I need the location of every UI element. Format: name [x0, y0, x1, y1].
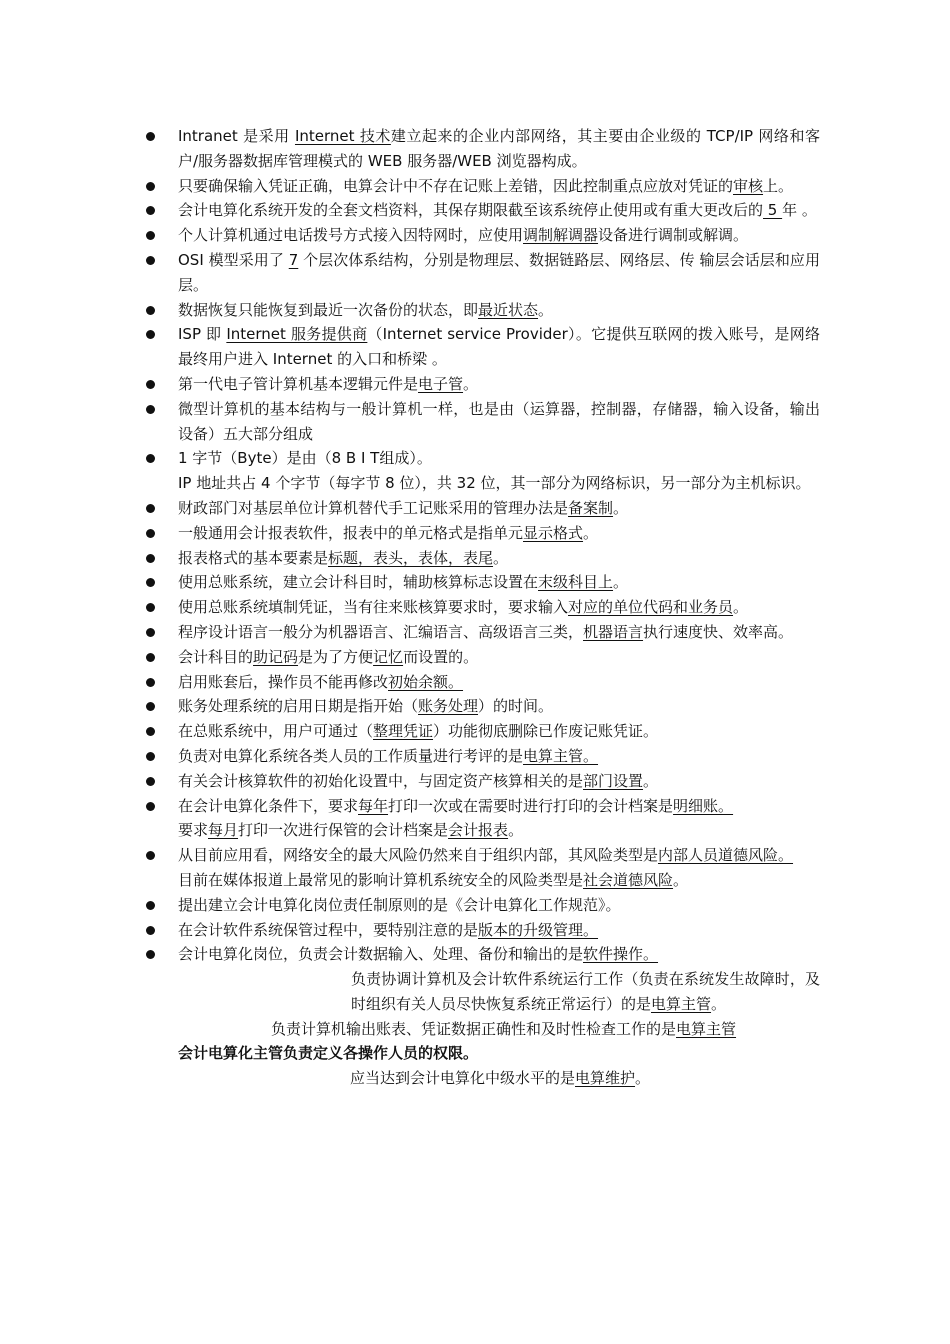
list-item — [140, 620, 820, 645]
text-run: 程序设计语言一般分为机器语言、汇编语言、高级语言三类， — [178, 622, 584, 641]
text-run: 是为了方便 — [298, 647, 374, 666]
text-run: 报表格式的基本要素是 — [178, 548, 329, 567]
text-run: 。 — [463, 374, 479, 393]
text-run: 。 — [508, 821, 524, 840]
list-item — [140, 496, 820, 521]
text-run: 而设置的。 — [403, 647, 479, 666]
text-run: 。 — [711, 994, 727, 1013]
text-run: （Internet service Provider）。它提供互联网的拨入账号，是网络最终用户进入 Internet 的入口和桥梁 。 — [178, 325, 820, 369]
bullet-icon — [146, 752, 155, 761]
bullet-icon — [146, 380, 155, 389]
text-run: 负责计算机输出账表、凭证数据正确性和及时性检查工作的是 — [271, 1019, 677, 1038]
list-item — [140, 124, 820, 174]
list-item — [140, 769, 820, 794]
underlined-answer: 电算主管 — [651, 994, 712, 1013]
text-run: Intranet 是采用 — [178, 127, 295, 145]
text-run: 个人计算机通过电话拨号方式接入因特网时，应使用 — [178, 226, 524, 245]
bullet-icon — [146, 727, 155, 736]
text-run: 提出建立会计电算化岗位责任制原则的是《会计电算化工作规范》。 — [178, 895, 621, 914]
bullet-icon — [146, 603, 155, 612]
list-item — [140, 893, 820, 918]
underlined-answer: 电算维护 — [575, 1069, 636, 1088]
bullet-icon — [146, 777, 155, 786]
list-item — [140, 694, 820, 719]
text-run: 。 — [673, 870, 689, 889]
bullet-icon — [146, 678, 155, 687]
paragraph — [140, 1066, 820, 1091]
list-item — [140, 942, 820, 967]
underlined-answer: 软件操作。 — [583, 945, 659, 964]
text-run: 一般通用会计报表软件，报表中的单元格式是指单元 — [178, 523, 524, 542]
underlined-answer: 最近状态 — [478, 300, 539, 319]
list-item — [140, 223, 820, 248]
text-run: 。 — [493, 548, 509, 567]
underlined-answer: Internet 技术 — [294, 127, 391, 145]
list-item — [140, 546, 820, 571]
list-item — [140, 670, 820, 695]
bullet-icon — [146, 231, 155, 240]
text-run: 在总账系统中，用户可通过（ — [178, 722, 374, 741]
underlined-answer: 调制解调器 — [523, 226, 599, 245]
text-run: 在会计软件系统保管过程中，要特别注意的是 — [178, 920, 479, 939]
text-run: 要求 — [178, 821, 209, 840]
text-run: 使用总账系统，建立会计科目时，辅助核算标志设置在 — [178, 573, 539, 592]
text-run: 执行速度快、效率高。 — [643, 622, 794, 641]
bullet-icon — [146, 454, 155, 463]
bullet-icon — [146, 256, 155, 265]
paragraph — [140, 1017, 820, 1042]
paragraph — [140, 818, 820, 843]
underlined-answer: 电子管 — [418, 374, 464, 393]
text-run: 。 — [583, 523, 599, 542]
underlined-answer: 每年 — [358, 796, 389, 815]
text-run: 启用账套后，操作员不能再修改 — [178, 672, 389, 691]
underlined-answer: 助记码 — [253, 647, 299, 666]
text-run: 账务处理系统的启用日期是指开始（ — [178, 697, 419, 716]
underlined-answer: 部门设置 — [583, 771, 644, 790]
text-run: 。 — [538, 300, 554, 319]
bullet-icon — [146, 628, 155, 637]
list-item — [140, 645, 820, 670]
text-run: 打印一次或在需要时进行打印的会计档案是 — [388, 796, 674, 815]
text-run: 年 。 — [782, 201, 817, 220]
text-run: 从目前应用看，网络安全的最大风险仍然来自于组织内部，其风险类型是 — [178, 846, 659, 865]
list-item — [140, 322, 820, 372]
list-item — [140, 198, 820, 223]
list-item — [140, 570, 820, 595]
text-run: 会计电算化主管负责定义各操作人员的权限。 — [178, 1044, 479, 1063]
underlined-answer: 每月 — [208, 821, 239, 840]
underlined-answer: 内部人员道德风险。 — [658, 846, 794, 865]
text-run: 有关会计核算软件的初始化设置中，与固定资产核算相关的是 — [178, 771, 584, 790]
paragraph — [140, 868, 820, 893]
bullet-icon — [146, 901, 155, 910]
text-run: 会计电算化岗位，负责会计数据输入、处理、备份和输出的是 — [178, 945, 584, 964]
list-item — [140, 595, 820, 620]
list-item — [140, 372, 820, 397]
text-run: 建立起来的企业内部网络，其主要由企业级的 TCP/IP 网络和客户/服务器数据库管理模式的 WEB 服务器/WEB 浏览器构成。 — [178, 127, 820, 170]
bullet-icon — [146, 950, 155, 959]
text-run: 上。 — [763, 176, 794, 195]
bullet-icon — [146, 306, 155, 315]
text-run: IP 地址共占 4 个字节（每字节 8 位），共 32 位，其一部分为网络标识，另一部分为主机标识。 — [178, 474, 811, 493]
text-run: 使用总账系统填制凭证，当有往来账核算要求时，要求输入 — [178, 598, 569, 617]
paragraph — [140, 471, 820, 496]
underlined-answer: 社会道德风险 — [583, 870, 674, 889]
underlined-answer: 明细账。 — [673, 796, 734, 815]
underlined-answer: 电算主管。 — [523, 746, 599, 765]
text-run: 会计科目的 — [178, 647, 254, 666]
text-run: 在会计电算化条件下，要求 — [178, 796, 359, 815]
underlined-answer: 7 — [288, 250, 299, 269]
bullet-icon — [146, 802, 155, 811]
bullet-icon — [146, 504, 155, 513]
bullet-icon — [146, 851, 155, 860]
underlined-answer: 整理凭证 — [373, 722, 434, 741]
paragraph — [140, 1041, 820, 1066]
underlined-answer: 显示格式 — [523, 523, 584, 542]
underlined-answer: 版本的升级管理。 — [478, 920, 599, 939]
text-run: 负责对电算化系统各类人员的工作质量进行考评的是 — [178, 746, 524, 765]
underlined-answer: 初始余额。 — [388, 672, 464, 691]
bullet-icon — [146, 132, 155, 141]
bullet-icon — [146, 702, 155, 711]
underlined-answer: 5 — [763, 201, 783, 220]
text-run: 第一代电子管计算机基本逻辑元件是 — [178, 374, 419, 393]
list-item — [140, 843, 820, 868]
text-run: 目前在媒体报道上最常见的影响计算机系统安全的风险类型是 — [178, 870, 584, 889]
list-item — [140, 174, 820, 199]
underlined-answer: 账务处理 — [418, 697, 479, 716]
text-run: 设备进行调制或解调。 — [598, 226, 749, 245]
bullet-icon — [146, 578, 155, 587]
bullet-icon — [146, 554, 155, 563]
bullet-icon — [146, 926, 155, 935]
bullet-icon — [146, 330, 155, 339]
text-run: ）的时间。 — [478, 697, 554, 716]
underlined-answer: Internet 服务提供商 — [226, 325, 368, 344]
underlined-answer: 审核 — [733, 176, 764, 195]
underlined-answer: 对应的单位代码和业务员 — [568, 598, 734, 617]
underlined-answer: 记忆 — [373, 647, 404, 666]
text-run: ）功能彻底删除已作废记账凭证。 — [433, 722, 659, 741]
bullet-icon — [146, 206, 155, 215]
text-run: OSI 模型采用了 — [178, 250, 289, 269]
list-item — [140, 521, 820, 546]
bullet-icon — [146, 529, 155, 538]
list-item — [140, 397, 820, 447]
list-item — [140, 744, 820, 769]
underlined-answer: 会计报表 — [448, 821, 509, 840]
bullet-icon — [146, 405, 155, 414]
bullet-icon — [146, 182, 155, 191]
text-run: 打印一次进行保管的会计档案是 — [238, 821, 449, 840]
paragraph — [140, 967, 820, 1017]
bullet-icon — [146, 653, 155, 662]
text-run: 微型计算机的基本结构与一般计算机一样，也是由（运算器，控制器，存储器，输入设备，输出设备）五大部分组成 — [178, 399, 820, 443]
text-run: 。 — [613, 498, 629, 517]
list-item — [140, 719, 820, 744]
text-run: 应当达到会计电算化中级水平的是 — [350, 1069, 576, 1088]
list-item — [140, 794, 820, 819]
document-body — [140, 124, 820, 1091]
underlined-answer: 末级科目上 — [538, 573, 614, 592]
text-run: 1 字节（Byte）是由（8 B I T组成）。 — [178, 449, 432, 468]
text-run: 财政部门对基层单位计算机替代手工记账采用的管理办法是 — [178, 498, 569, 517]
underlined-answer: 备案制 — [568, 498, 614, 517]
underlined-answer: 电算主管 — [676, 1019, 737, 1038]
text-run: 。 — [733, 598, 749, 617]
list-item — [140, 446, 820, 471]
text-run: 负责协调计算机及会计软件系统运行工作（负责在系统发生故障时，及时组织有关人员尽快恢复系统正常运行）的是 — [351, 970, 820, 1013]
list-item — [140, 248, 820, 298]
text-run: 。 — [613, 573, 629, 592]
text-run: 。 — [635, 1069, 651, 1088]
underlined-answer: 机器语言 — [583, 622, 644, 641]
underlined-answer: 标题，表头，表体，表尾 — [328, 548, 494, 567]
list-item — [140, 298, 820, 323]
text-run: ISP 即 — [178, 325, 227, 344]
text-run: 只要确保输入凭证正确，电算会计中不存在记账上差错，因此控制重点应放对凭证的 — [178, 176, 734, 195]
text-run: 。 — [643, 771, 659, 790]
list-item — [140, 918, 820, 943]
text-run: 会计电算化系统开发的全套文档资料，其保存期限截至该系统停止使用或有重大更改后的 — [178, 201, 764, 220]
text-run: 个层次体系结构，分别是物理层、数据链路层、网络层、传 输层会话层和应用层。 — [178, 250, 820, 294]
text-run: 数据恢复只能恢复到最近一次备份的状态，即 — [178, 300, 479, 319]
